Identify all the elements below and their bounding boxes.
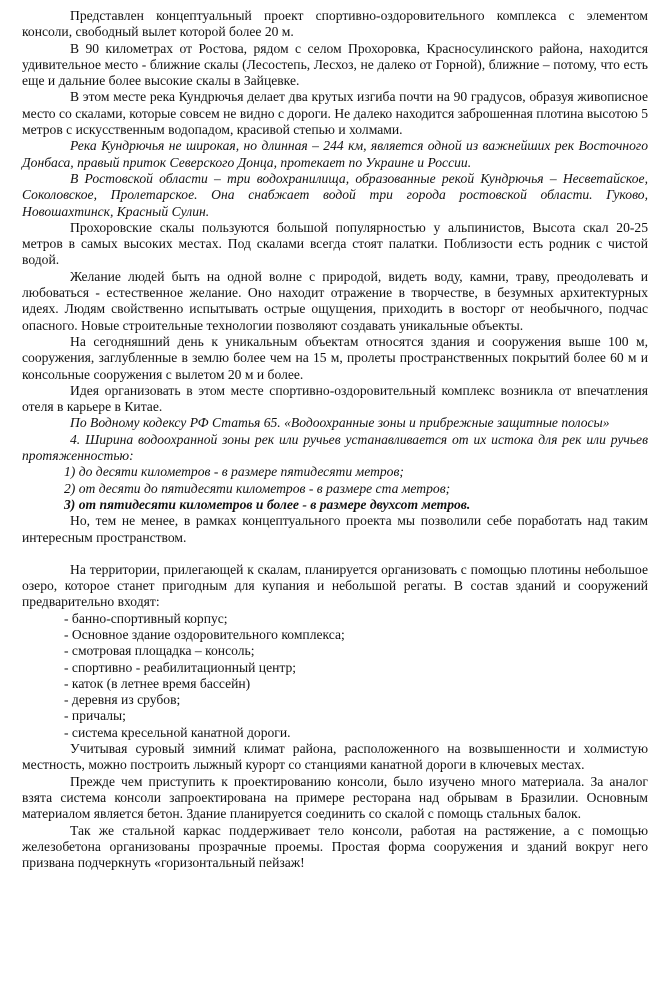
list-item: - причалы; xyxy=(64,708,126,724)
paragraph-intro: Представлен концептуальный проект спортивно-оздоровительного комплекса с элементом консоли, свободный вылет которой более 20 м. xyxy=(22,8,648,40)
paragraph-rocks: Прохоровские скалы пользуются большой популярностью у альпинистов, Высота скал 20-25 метров в самых высоких местах. Под скалами всегда стоят палатки. Поблизости есть родник с чистой водой. xyxy=(22,219,648,268)
list-item: - Основное здание оздоровительного комплекса; xyxy=(64,626,345,642)
paragraph-nature-desire: Желание людей быть на одной волне с природой, видеть воду, камни, траву, преодолевать и любоваться - естественное желание. Оно находит отражение в творчестве, в безумных архитектурных идеях. Людям свойственно испытывать острые ощущения, приходить в восторг от необычного, подчас опасного. Новые строительные технологии позволяют создавать уникальные объекты. xyxy=(22,268,648,333)
paragraph-river-info: Река Кундрючья не широкая, но длинная – 244 км, является одной из важнейших рек Восточного Донбаса, правый приток Северского Донца, протекает по Украине и России. xyxy=(22,138,648,170)
paragraph-water-code: По Водному кодексу РФ Статья 65. «Водоохранные зоны и прибрежные защитные полосы» xyxy=(70,415,610,431)
paragraph-climate: Учитывая суровый зимний климат района, расположенного на возвышенности и холмистую местность, можно построить лыжный курорт со станциями канатной дороги в ключевых местах. xyxy=(22,741,648,773)
paragraph-territory: На территории, прилегающей к скалам, планируется организовать с помощью плотины небольшое озеро, которое станет пригодным для купания и небольшой регаты. В состав зданий и сооружений предварительно входят: xyxy=(22,561,648,610)
list-item: - спортивно - реабилитационный центр; xyxy=(64,659,297,675)
water-code-item-3: 3) от пятидесяти километров и более - в размере двухсот метров. xyxy=(64,496,471,512)
paragraph-console-analog: Прежде чем приступить к проектированию консоли, было изучено много материала. За аналог взята система консоли запроектирована на примере ресторана над обрывам в Бразилии. Основным материалом является бетон. Здание планируется соединить со скалой с помощь стальных балок. xyxy=(22,773,648,822)
blank-line xyxy=(22,546,648,562)
list-item: - деревня из срубов; xyxy=(64,692,181,708)
water-code-item-1: 1) до десяти километров - в размере пятидесяти метров; xyxy=(64,464,404,480)
paragraph-river-bend: В этом месте река Кундрючья делает два крутых изгиба почти на 90 градусов, образуя живописное место со скалами, которые совсем не видно с дороги. Не далеко находится заброшенная плотина высотою 5 метров с искусственным водопадом, красивой степью и холмами. xyxy=(22,89,648,138)
paragraph-reservoirs: В Ростовской области – три водохранилища, образованные рекой Кундрючья – Несветайское, Соколовское, Пролетарское. Она снабжает водой три города ростовской области. Гуково, Новошахтинск, Красный Сулин. xyxy=(22,170,648,219)
paragraph-idea: Идея организовать в этом месте спортивно-оздоровительный комплекс возникла от впечатления отеля в карьере в Китае. xyxy=(22,382,648,415)
list-item: - банно-спортивный корпус; xyxy=(64,610,228,626)
water-code-item-2: 2) от десяти до пятидесяти километров - в размере ста метров; xyxy=(64,480,451,496)
paragraph-steel-frame: Так же стальной каркас поддерживает тело консоли, работая на растяжение, а с помощью железобетона организованы прозрачные проемы. Простая форма сооружения и зданий вокруг него призвана подчеркнуть «горизонтальный пейзаж! xyxy=(22,822,648,871)
list-item: - каток (в летнее время бассейн) xyxy=(64,675,251,691)
facilities-list xyxy=(22,611,648,741)
paragraph-nevertheless: Но, тем не менее, в рамках концептуального проекта мы позволили себе поработать над таким интересным пространством. xyxy=(22,513,648,545)
paragraph-zone-width: 4. Ширина водоохранной зоны рек или ручьев устанавливается от их истока для рек или ручьев протяженностью: xyxy=(22,431,648,464)
list-item: - смотровая площадка – консоль; xyxy=(64,643,255,659)
paragraph-location: В 90 километрах от Ростова, рядом с селом Прохоровка, Красносулинского района, находится удивительное место - ближние скалы (Лесостепь, Лесхоз, не далеко от Горной), ближние – потому, что есть еще и дальние более высокие скалы в Зайцевке. xyxy=(22,40,648,89)
list-item: - система кресельной канатной дороги. xyxy=(64,724,291,740)
paragraph-unique-objects: На сегодняшний день к уникальным объектам относятся здания и сооружения выше 100 м, сооружения, заглубленные в землю более чем на 15 м, пролеты пространственных покрытий более 60 м и консольные сооружения с вылетом 20 м и более. xyxy=(22,333,648,382)
